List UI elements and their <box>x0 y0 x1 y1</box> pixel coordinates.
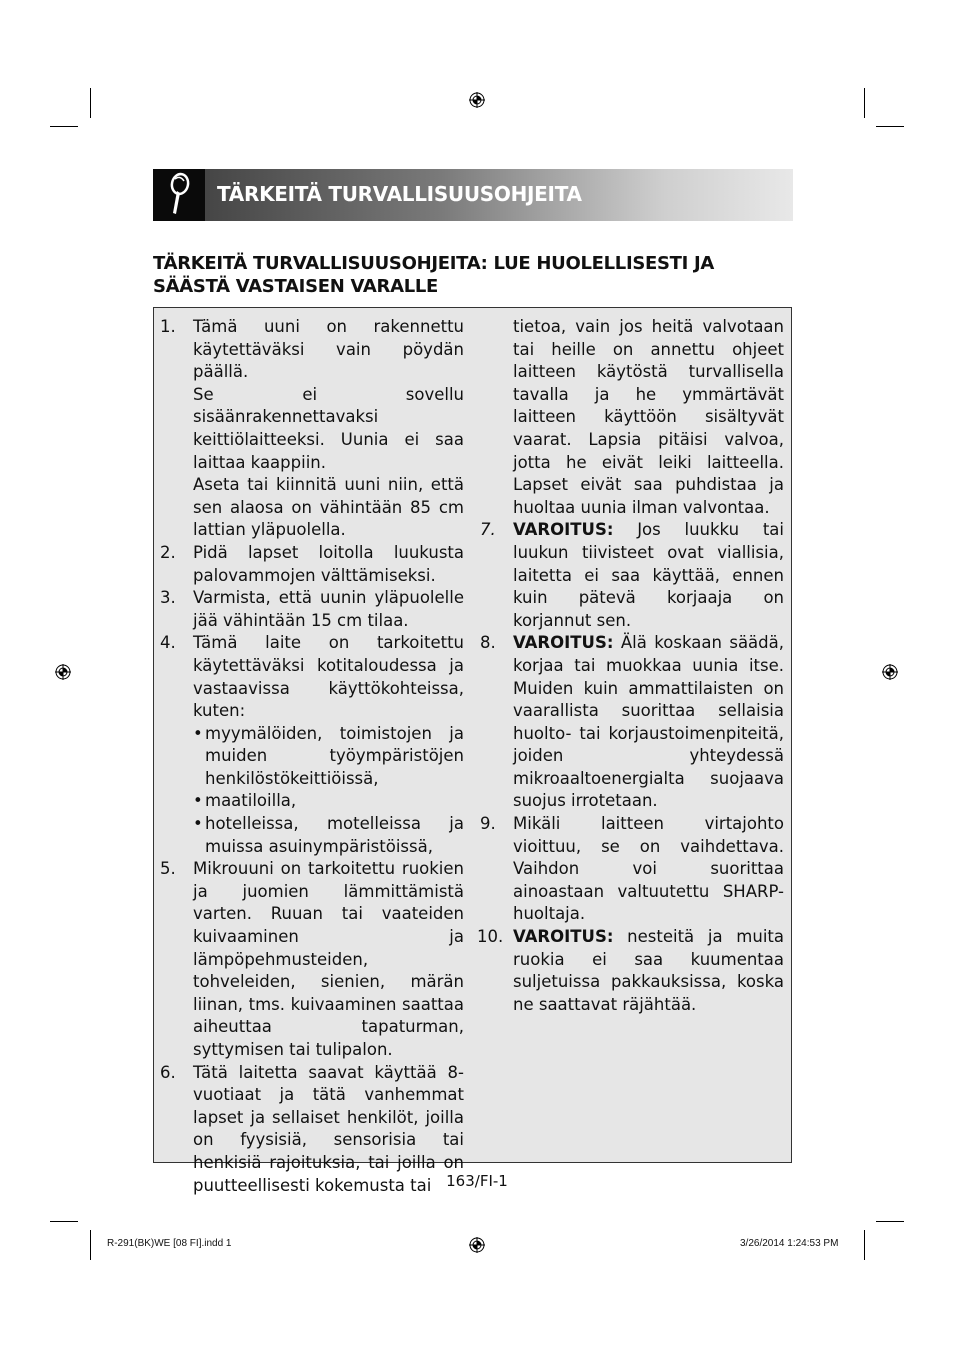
crosshair-registration-icon <box>882 664 898 680</box>
list-item <box>480 813 784 926</box>
right-column <box>477 316 784 1016</box>
list-item <box>160 316 464 542</box>
crop-mark <box>90 1230 91 1260</box>
bullet-item: • myymälöiden, toimistojen ja muiden työympäristöjen henkilöstökeittiöissä, <box>193 723 464 788</box>
item-number: 5. <box>160 859 176 879</box>
item-text: Aseta tai kiinnitä uuni niin, että sen alaosa on vähintään 85 cm lattian yläpuolella. <box>193 475 464 540</box>
item-text: Tätä laitetta saavat käyttää 8-vuotiaat ja tätä vanhemmat lapset ja sellaiset henkilöt, joilla on fyysisiä, sensorisia tai henkisiä rajoituksia, tai joilla on puutteellisesti kokemusta tai <box>193 1062 464 1195</box>
subtitle-line: SÄÄSTÄ VASTAISEN VARALLE <box>153 276 439 297</box>
item-text: Se ei sovellu sisäänrakennettavaksi keittiölaitteeksi. Uunia ei saa laittaa kaappiin. <box>193 384 464 472</box>
item-text: Tämä uuni on rakennettu käytettäväksi vain pöydän päällä. <box>193 317 464 382</box>
item-number: 1. <box>160 317 176 336</box>
item-text: tietoa, vain jos heitä valvotaan tai heille on annettu ohjeet laitteen käytöstä turvallisella tavalla ja he ymmärtävät laitteen käyttöön sisältyvät vaarat. Lapsia pitäisi valvoa, jotta he eivät leiki laitteella. Lapset eivät saa puhdistaa ja huoltaa uunia ilman valvontaa. <box>513 317 784 517</box>
page-subtitle <box>153 252 793 298</box>
bullet-text: hotelleissa, motelleissa ja muissa asuinympäristöissä, <box>205 814 464 856</box>
crop-mark <box>50 126 78 127</box>
item-text: Mikäli laitteen virtajohto vioittuu, se on vaihdettava. Vaihdon voi suorittaa ainoastaan valtuutettu SHARP-huoltaja. <box>513 814 784 924</box>
list-item <box>160 587 464 632</box>
warning-label: VAROITUS: <box>513 520 614 540</box>
warning-label: VAROITUS: <box>513 633 614 653</box>
crosshair-registration-icon <box>469 1237 485 1253</box>
item-number: 8. <box>480 633 496 653</box>
crop-mark <box>876 1221 904 1222</box>
bullet-item: • maatiloilla, <box>193 791 297 811</box>
bullet-text: myymälöiden, toimistojen ja muiden työympäristöjen henkilöstökeittiöissä, <box>205 723 464 788</box>
footer-timestamp: 3/26/2014 1:24:53 PM <box>740 1238 839 1249</box>
item-number: 9. <box>480 814 496 834</box>
item-number: 2. <box>160 542 176 562</box>
bullet-text: maatiloilla, <box>205 791 297 811</box>
bullet-item: • hotelleissa, motelleissa ja muissa asuinympäristöissä, <box>193 814 464 856</box>
list-item <box>480 519 784 632</box>
crop-mark <box>864 88 865 118</box>
item-number: 10. <box>477 927 504 947</box>
crosshair-registration-icon <box>469 92 485 108</box>
list-item <box>480 632 784 813</box>
item-text: Jos luukku tai luukun tiivisteet ovat viallisia, laitetta ei saa käyttää, ennen kuin pätevä korjaaja on korjannut sen. <box>513 520 784 630</box>
item-number: 6. <box>160 1062 176 1082</box>
list-item <box>160 632 464 858</box>
page-number: 163/FI-1 <box>446 1172 508 1190</box>
crop-mark <box>50 1221 78 1222</box>
hand-pointer-icon <box>153 169 205 221</box>
section-title: TÄRKEITÄ TURVALLISUUSOHJEITA <box>217 182 582 206</box>
list-item-continued <box>480 316 784 519</box>
item-number: 7. <box>480 520 496 540</box>
footer-filename: R-291(BK)WE [08 FI].indd 1 <box>107 1238 232 1249</box>
left-column <box>160 316 464 1197</box>
item-text: nesteitä ja muita ruokia ei saa kuumentaa suljetuissa pakkauksissa, koska ne saattavat räjähtää. <box>513 927 784 1014</box>
crop-mark <box>876 126 904 127</box>
item-text: Varmista, että uunin yläpuolelle jää vähintään 15 cm tilaa. <box>193 588 464 630</box>
list-item <box>477 926 784 1016</box>
item-text: Pidä lapset loitolla luukusta palovammojen välttämiseksi. <box>193 542 464 585</box>
item-number: 4. <box>160 633 176 653</box>
item-text: Mikrouuni on tarkoitettu ruokien ja juomien lämmittämistä varten. Ruuan tai vaateiden kuivaaminen ja lämpöpehmusteiden, tohveleiden, sienien, märän liinan, tms. kuivaaminen saattaa aiheuttaa tapaturman, syttymisen tai tulipalon. <box>193 859 464 1059</box>
item-number: 3. <box>160 588 176 608</box>
item-text: Älä koskaan säädä, korjaa tai muokkaa uunia itse. Muiden kuin ammattilaisten on vaarallista suorittaa sellaisia huolto- tai korjaustoimenpiteitä, joiden yhteydessä mikroaaltoenergialta suojaava suojus irrotetaan. <box>513 633 784 811</box>
crop-mark <box>864 1230 865 1260</box>
list-item <box>160 542 464 587</box>
subtitle-line: TÄRKEITÄ TURVALLISUUSOHJEITA: LUE HUOLELLISESTI JA <box>153 253 715 274</box>
section-banner <box>153 169 793 221</box>
warning-label: VAROITUS: <box>513 927 614 947</box>
list-item <box>160 858 464 1061</box>
item-text: Tämä laite on tarkoitettu käytettäväksi kotitaloudessa ja vastaavissa käyttökohteissa, kuten: <box>193 633 464 721</box>
crosshair-registration-icon <box>55 664 71 680</box>
crop-mark <box>90 88 91 118</box>
